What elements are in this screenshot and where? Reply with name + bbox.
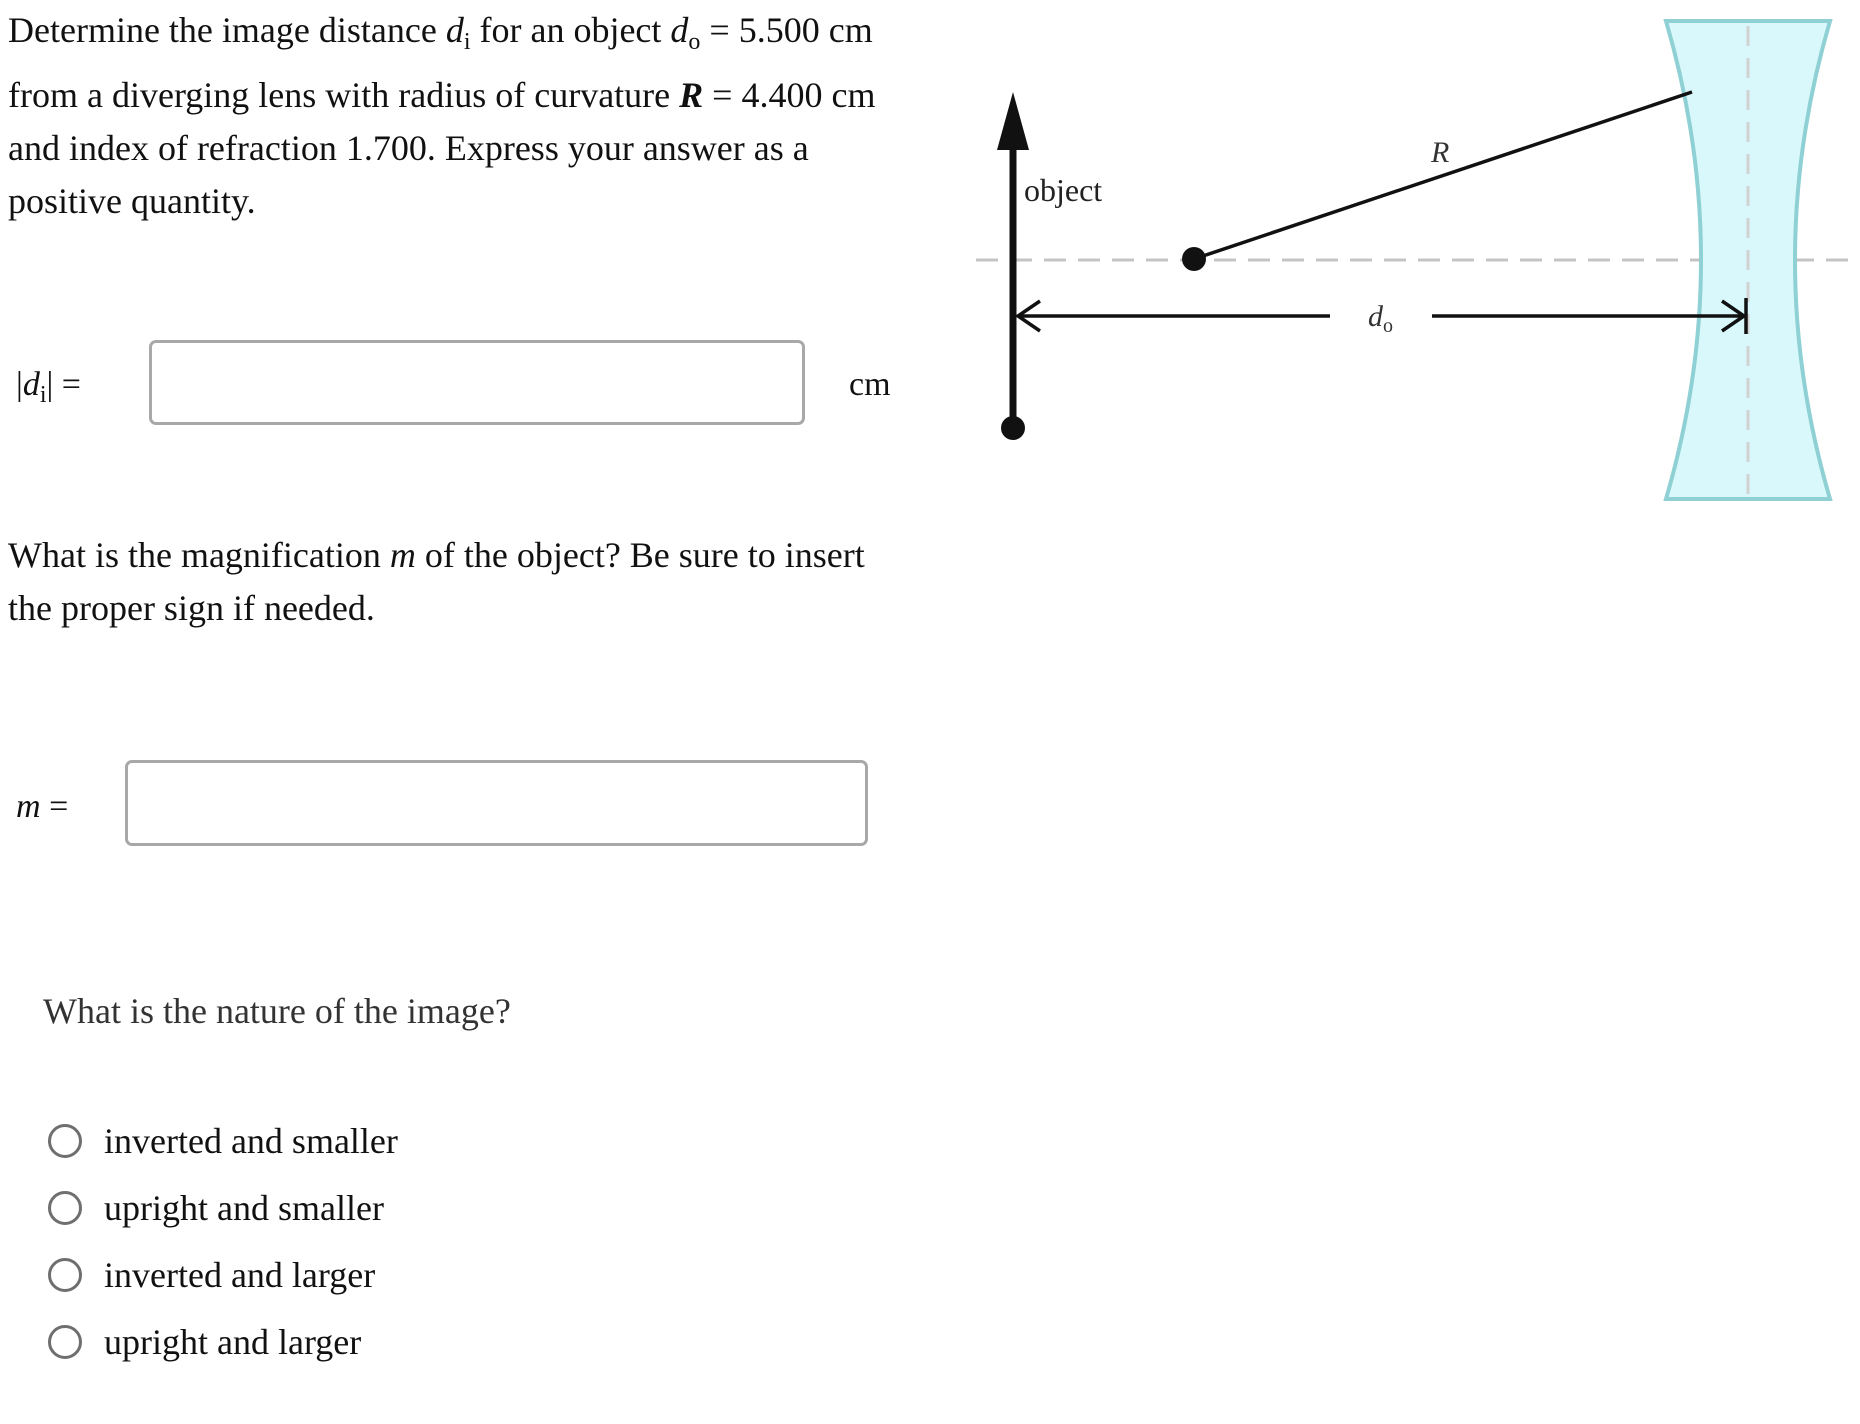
option-label: inverted and larger [104, 1254, 376, 1295]
image-distance-input[interactable] [149, 340, 805, 425]
question-1-text [8, 4, 908, 228]
question-1-line-4: positive quantity. [8, 181, 256, 221]
image-nature-options [48, 1107, 398, 1375]
option-label: upright and smaller [104, 1187, 384, 1228]
magnification-input[interactable] [125, 760, 868, 846]
radius-line [1194, 92, 1692, 259]
center-of-curvature-dot [1182, 247, 1206, 271]
question-1-line-2: from a diverging lens with radius of curvature R = 4.400 cm [8, 75, 876, 115]
question-1-line-1: Determine the image distance $d_i$ for an object $d_o = 5.500$ cm [8, 10, 873, 55]
question-2-text [8, 529, 908, 635]
object-distance-label: $d_o$ [1368, 300, 1393, 337]
option-label: inverted and smaller [104, 1120, 398, 1161]
option-upright-smaller[interactable] [48, 1174, 398, 1241]
option-inverted-larger[interactable] [48, 1241, 398, 1308]
question-2-line-2: the proper sign if needed. [8, 588, 375, 628]
lens-diagram [970, 14, 1860, 514]
question-3-text: What is the nature of the image? [43, 991, 511, 1031]
object-base-dot [1001, 416, 1025, 440]
option-label: upright and larger [104, 1321, 362, 1362]
option-inverted-smaller[interactable] [48, 1107, 398, 1174]
option-upright-larger[interactable] [48, 1308, 398, 1375]
radio-button[interactable] [48, 1258, 82, 1292]
image-distance-unit: cm [849, 366, 891, 403]
object-label: object [1024, 172, 1103, 208]
image-distance-label: $|d_i|$ = [16, 366, 81, 408]
radio-button[interactable] [48, 1124, 82, 1158]
radio-button[interactable] [48, 1191, 82, 1225]
question-1-line-3: and index of refraction 1.700. Express your answer as a [8, 128, 809, 168]
question-2-line-1: What is the magnification m of the object? Be sure to insert [8, 535, 865, 575]
object-arrow-head [997, 92, 1029, 150]
radio-button[interactable] [48, 1325, 82, 1359]
radius-label: R [1431, 136, 1450, 169]
magnification-label: m = [16, 788, 69, 825]
